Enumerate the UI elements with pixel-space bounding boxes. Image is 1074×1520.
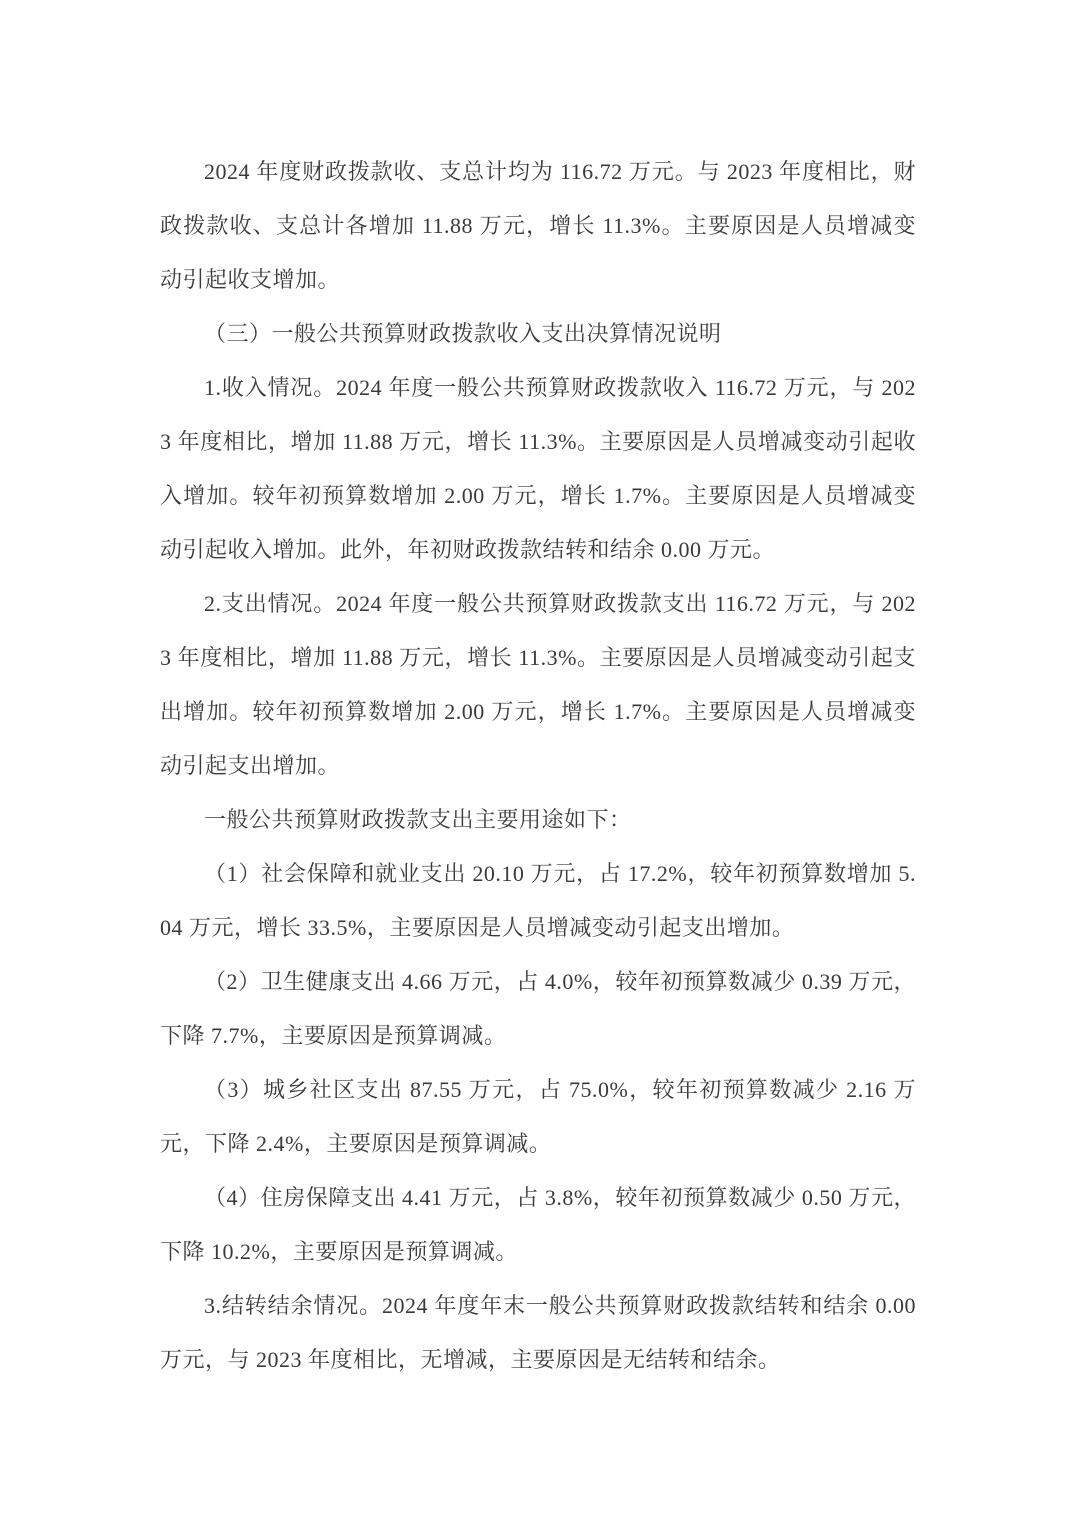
list-item-housing-security: （4）住房保障支出 4.41 万元，占 3.8%，较年初预算数减少 0.50 万元，下降 10.2%，主要原因是预算调减。 [160,1185,916,1264]
paragraph-fiscal-appropriation-total: 2024 年度财政拨款收、支总计均为 116.72 万元。与 2023 年度相比，财政拨款收、支总计各增加 11.88 万元，增长 11.3%。主要原因是人员增减变动引起收支增加。 [160,159,916,292]
list-item-urban-rural-community: （3）城乡社区支出 87.55 万元，占 75.0%，较年初预算数减少 2.16 万元，下降 2.4%，主要原因是预算调减。 [160,1077,916,1156]
document-body [160,145,916,1387]
paragraph-expenditure-situation: 2.支出情况。2024 年度一般公共预算财政拨款支出 116.72 万元，与 2023 年度相比，增加 11.88 万元，增长 11.3%。主要原因是人员增减变动引起支出增加。较年初预算数增加 2.00 万元，增长 1.7%。主要原因是人员增减变动引起支出增加。 [160,591,916,778]
paragraph-income-situation: 1.收入情况。2024 年度一般公共预算财政拨款收入 116.72 万元，与 2023 年度相比，增加 11.88 万元，增长 11.3%。主要原因是人员增减变动引起收入增加。较年初预算数增加 2.00 万元，增长 1.7%。主要原因是人员增减变动引起收入增加。此外，年初财政拨款结转和结余 0.00 万元。 [160,375,916,562]
paragraph-usage-intro: 一般公共预算财政拨款支出主要用途如下： [204,807,632,832]
list-item-social-security-employment: （1）社会保障和就业支出 20.10 万元，占 17.2%，较年初预算数增加 5.04 万元，增长 33.5%，主要原因是人员增减变动引起支出增加。 [160,861,916,940]
paragraph-carryover-balance: 3.结转结余情况。2024 年度年末一般公共预算财政拨款结转和结余 0.00 万元，与 2023 年度相比，无增减，主要原因是无结转和结余。 [160,1293,916,1372]
list-item-health: （2）卫生健康支出 4.66 万元，占 4.0%，较年初预算数减少 0.39 万元，下降 7.7%，主要原因是预算调减。 [160,969,916,1048]
section-heading-general-public-budget: （三）一般公共预算财政拨款收入支出决算情况说明 [204,321,722,346]
